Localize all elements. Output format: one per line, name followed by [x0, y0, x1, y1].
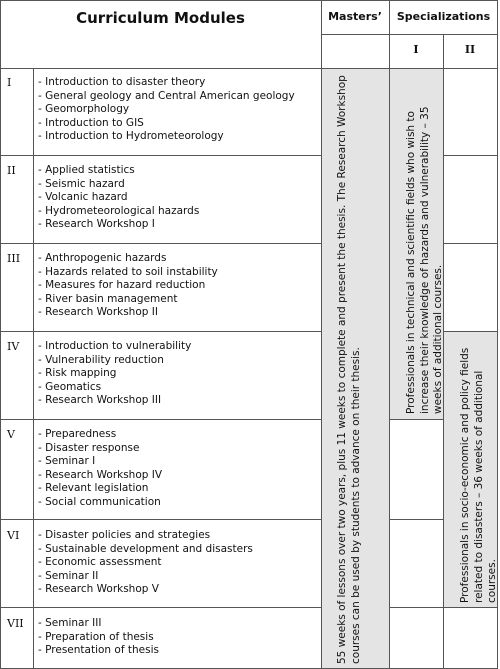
- module-item: - Sustainable development and disasters: [38, 542, 253, 555]
- module-item: - Introduction to disaster theory: [38, 76, 206, 88]
- module-list: [38, 252, 218, 320]
- module-list: [38, 617, 159, 658]
- module-number: IV: [7, 340, 20, 353]
- module-item: - Introduction to Hydrometeorology: [38, 130, 224, 143]
- module-item: - Economic assessment: [38, 556, 162, 569]
- module-item: - Disaster policies and strategies: [38, 529, 211, 541]
- masters-description: 55 weeks of lessons over two years, plus 11 weeks to complete and present the thesis. The Research Workshop courses can be used by students to advance on their thesis.: [336, 75, 362, 664]
- module-item: - Research Workshop II: [38, 306, 158, 319]
- masters-header: Masters’: [328, 10, 382, 23]
- module-list: [38, 340, 191, 408]
- module-list: [38, 76, 295, 144]
- module-item: - Geomorphology: [38, 103, 130, 116]
- module-item: - Applied statistics: [38, 164, 135, 176]
- module-number: VII: [7, 617, 24, 630]
- spec-i-description: Professionals in technical and scientific fields who wish to increase their knowledge of hazards and vulnerability – 35 weeks of additional courses.: [405, 106, 445, 414]
- module-item: - River basin management: [38, 292, 178, 305]
- module-number: II: [7, 164, 16, 177]
- module-item: - Vulnerability reduction: [38, 353, 164, 366]
- module-list: [38, 529, 253, 597]
- module-item: - Relevant legislation: [38, 482, 149, 495]
- spec-i-header: I: [413, 43, 419, 56]
- module-item: - Seminar I: [38, 455, 96, 468]
- module-item: - General geology and Central American geology: [38, 89, 295, 102]
- module-item: - Social communication: [38, 495, 161, 508]
- module-item: - Research Workshop V: [38, 583, 159, 596]
- specializations-header: Specializations: [396, 10, 491, 23]
- module-number: I: [7, 76, 12, 89]
- module-number: III: [7, 252, 21, 265]
- module-item: - Hydrometeorological hazards: [38, 204, 200, 217]
- module-item: - Risk mapping: [38, 367, 117, 380]
- module-item: - Research Workshop I: [38, 218, 155, 231]
- module-item: - Introduction to vulnerability: [38, 340, 192, 352]
- spec-ii-header: II: [464, 43, 476, 56]
- module-list: [38, 428, 162, 510]
- module-list: [38, 164, 199, 232]
- module-item: - Seminar II: [38, 569, 99, 582]
- module-number: VI: [7, 529, 20, 542]
- module-item: - Research Workshop IV: [38, 468, 163, 481]
- module-item: - Presentation of thesis: [38, 644, 159, 657]
- spec-ii-description: Professionals in socio-economic and policy fields related to disasters – 36 weeks of additional courses.: [459, 347, 499, 603]
- module-item: - Introduction to GIS: [38, 116, 144, 129]
- module-item: - Seminar III: [38, 617, 102, 629]
- module-item: - Volcanic hazard: [38, 191, 128, 204]
- module-item: - Geomatics: [38, 380, 102, 393]
- module-item: - Anthropogenic hazards: [38, 252, 167, 264]
- module-item: - Preparedness: [38, 428, 117, 440]
- module-number: V: [7, 428, 15, 441]
- module-item: - Hazards related to soil instability: [38, 265, 218, 278]
- module-item: - Seismic hazard: [38, 177, 125, 190]
- module-item: - Measures for hazard reduction: [38, 279, 206, 292]
- module-item: - Preparation of thesis: [38, 630, 154, 643]
- module-item: - Disaster response: [38, 441, 140, 454]
- module-item: - Research Workshop III: [38, 394, 162, 407]
- curriculum-modules-header: Curriculum Modules: [76, 9, 245, 27]
